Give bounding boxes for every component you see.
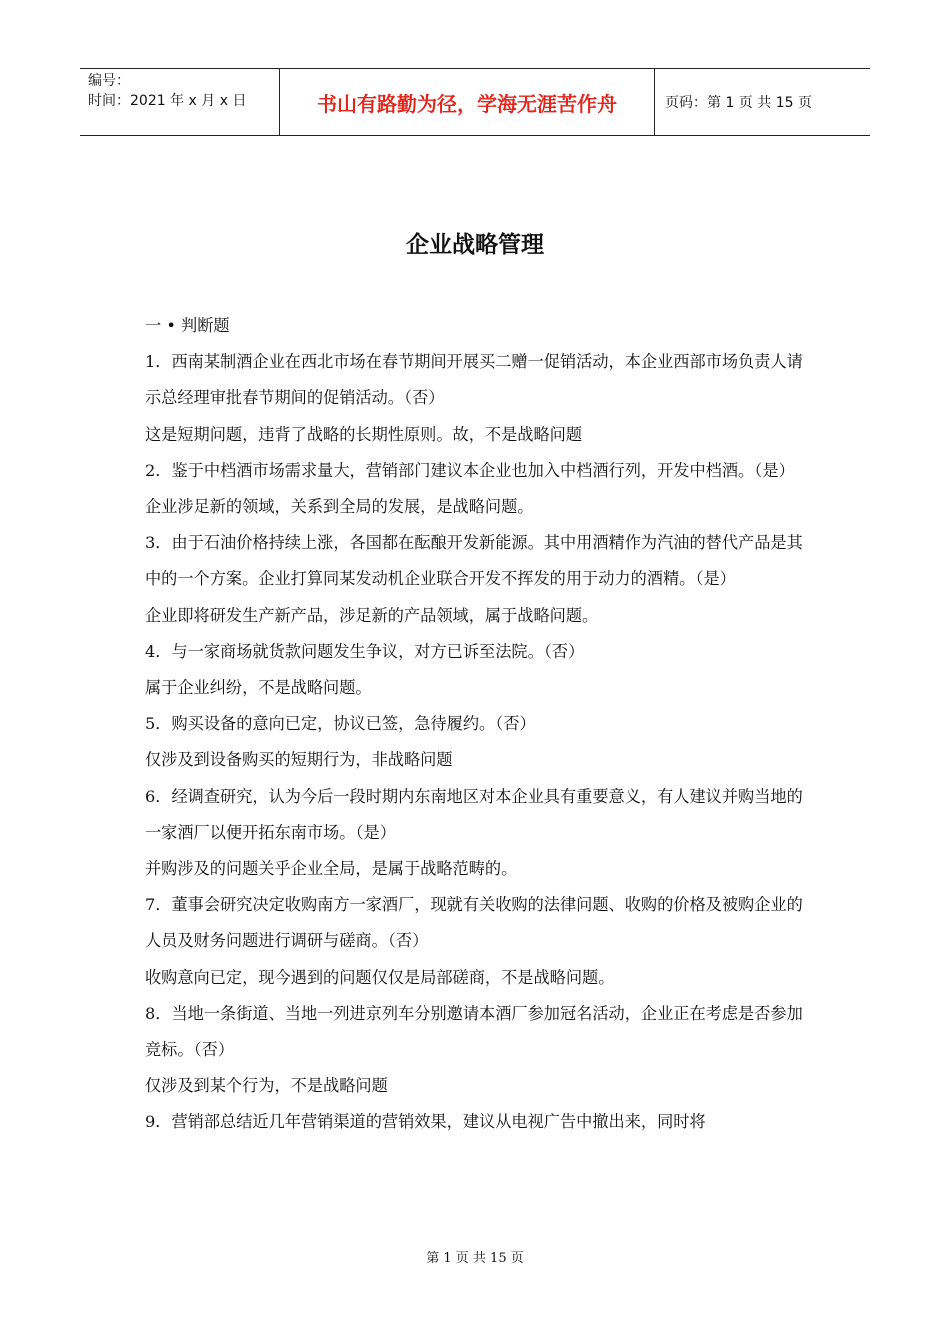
document-body bbox=[145, 308, 810, 1141]
paragraph: 8．当地一条街道、当地一列进京列车分别邀请本酒厂参加冠名活动，企业正在考虑是否参加竞标。（否） bbox=[145, 1003, 803, 1060]
header-meta bbox=[80, 69, 280, 135]
paragraph: 6．经调查研究，认为今后一段时期内东南地区对本企业具有重要意义，有人建议并购当地的一家酒厂以便开拓东南市场。（是） bbox=[145, 786, 803, 842]
paragraph: 3．由于石油价格持续上涨，各国都在酝酿开发新能源。其中用酒精作为汽油的替代产品是其中的一个方案。企业打算同某发动机企业联合开发不挥发的用于动力的酒精。（是） bbox=[145, 533, 803, 589]
document-title: 企业战略管理 bbox=[406, 232, 544, 258]
paragraph: 仅涉及到某个行为，不是战略问题 bbox=[145, 1076, 388, 1096]
page-header bbox=[80, 68, 870, 136]
paragraph: 属于企业纠纷，不是战略问题。 bbox=[145, 678, 372, 698]
page-footer: 第 1 页 共 15 页 bbox=[426, 1251, 524, 1266]
paragraph: 7．董事会研究决定收购南方一家酒厂，现就有关收购的法律问题、收购的价格及被购企业的人员及财务问题进行调研与磋商。（否） bbox=[145, 895, 803, 951]
paragraph: 这是短期问题，违背了战略的长期性原则。故，不是战略问题 bbox=[145, 424, 583, 444]
paragraph: 企业涉足新的领域，关系到全局的发展，是战略问题。 bbox=[145, 497, 534, 517]
paragraph: 4．与一家商场就货款问题发生争议，对方已诉至法院。（否） bbox=[145, 641, 585, 661]
number-label: 编号： bbox=[88, 73, 130, 89]
section-heading: 一 • 判断题 bbox=[145, 316, 230, 335]
date-line: 时间：2021 年 x 月 x 日 bbox=[88, 93, 247, 109]
paragraph: 5．购买设备的意向已定，协议已签，急待履约。（否） bbox=[145, 714, 536, 734]
paragraph: 收购意向已定，现今遇到的问题仅仅是局部磋商，不是战略问题。 bbox=[145, 967, 615, 987]
paragraph: 9．营销部总结近几年营销渠道的营销效果，建议从电视广告中撤出来，同时将 bbox=[145, 1112, 706, 1132]
paragraph: 1．西南某制酒企业在西北市场在春节期间开展买二赠一促销活动，本企业西部市场负责人请示总经理审批春节期间的促销活动。（否） bbox=[145, 352, 803, 408]
paragraph: 企业即将研发生产新产品，涉足新的产品领域，属于战略问题。 bbox=[145, 605, 599, 625]
paragraph: 仅涉及到设备购买的短期行为，非战略问题 bbox=[145, 750, 453, 770]
paragraph: 并购涉及的问题关乎企业全局，是属于战略范畴的。 bbox=[145, 859, 518, 879]
paragraph: 2．鉴于中档酒市场需求量大，营销部门建议本企业也加入中档酒行列，开发中档酒。（是） bbox=[145, 460, 795, 480]
header-page-info: 页码：第 1 页 共 15 页 bbox=[665, 95, 812, 111]
header-motto: 书山有路勤为径，学海无涯苦作舟 bbox=[280, 69, 655, 135]
